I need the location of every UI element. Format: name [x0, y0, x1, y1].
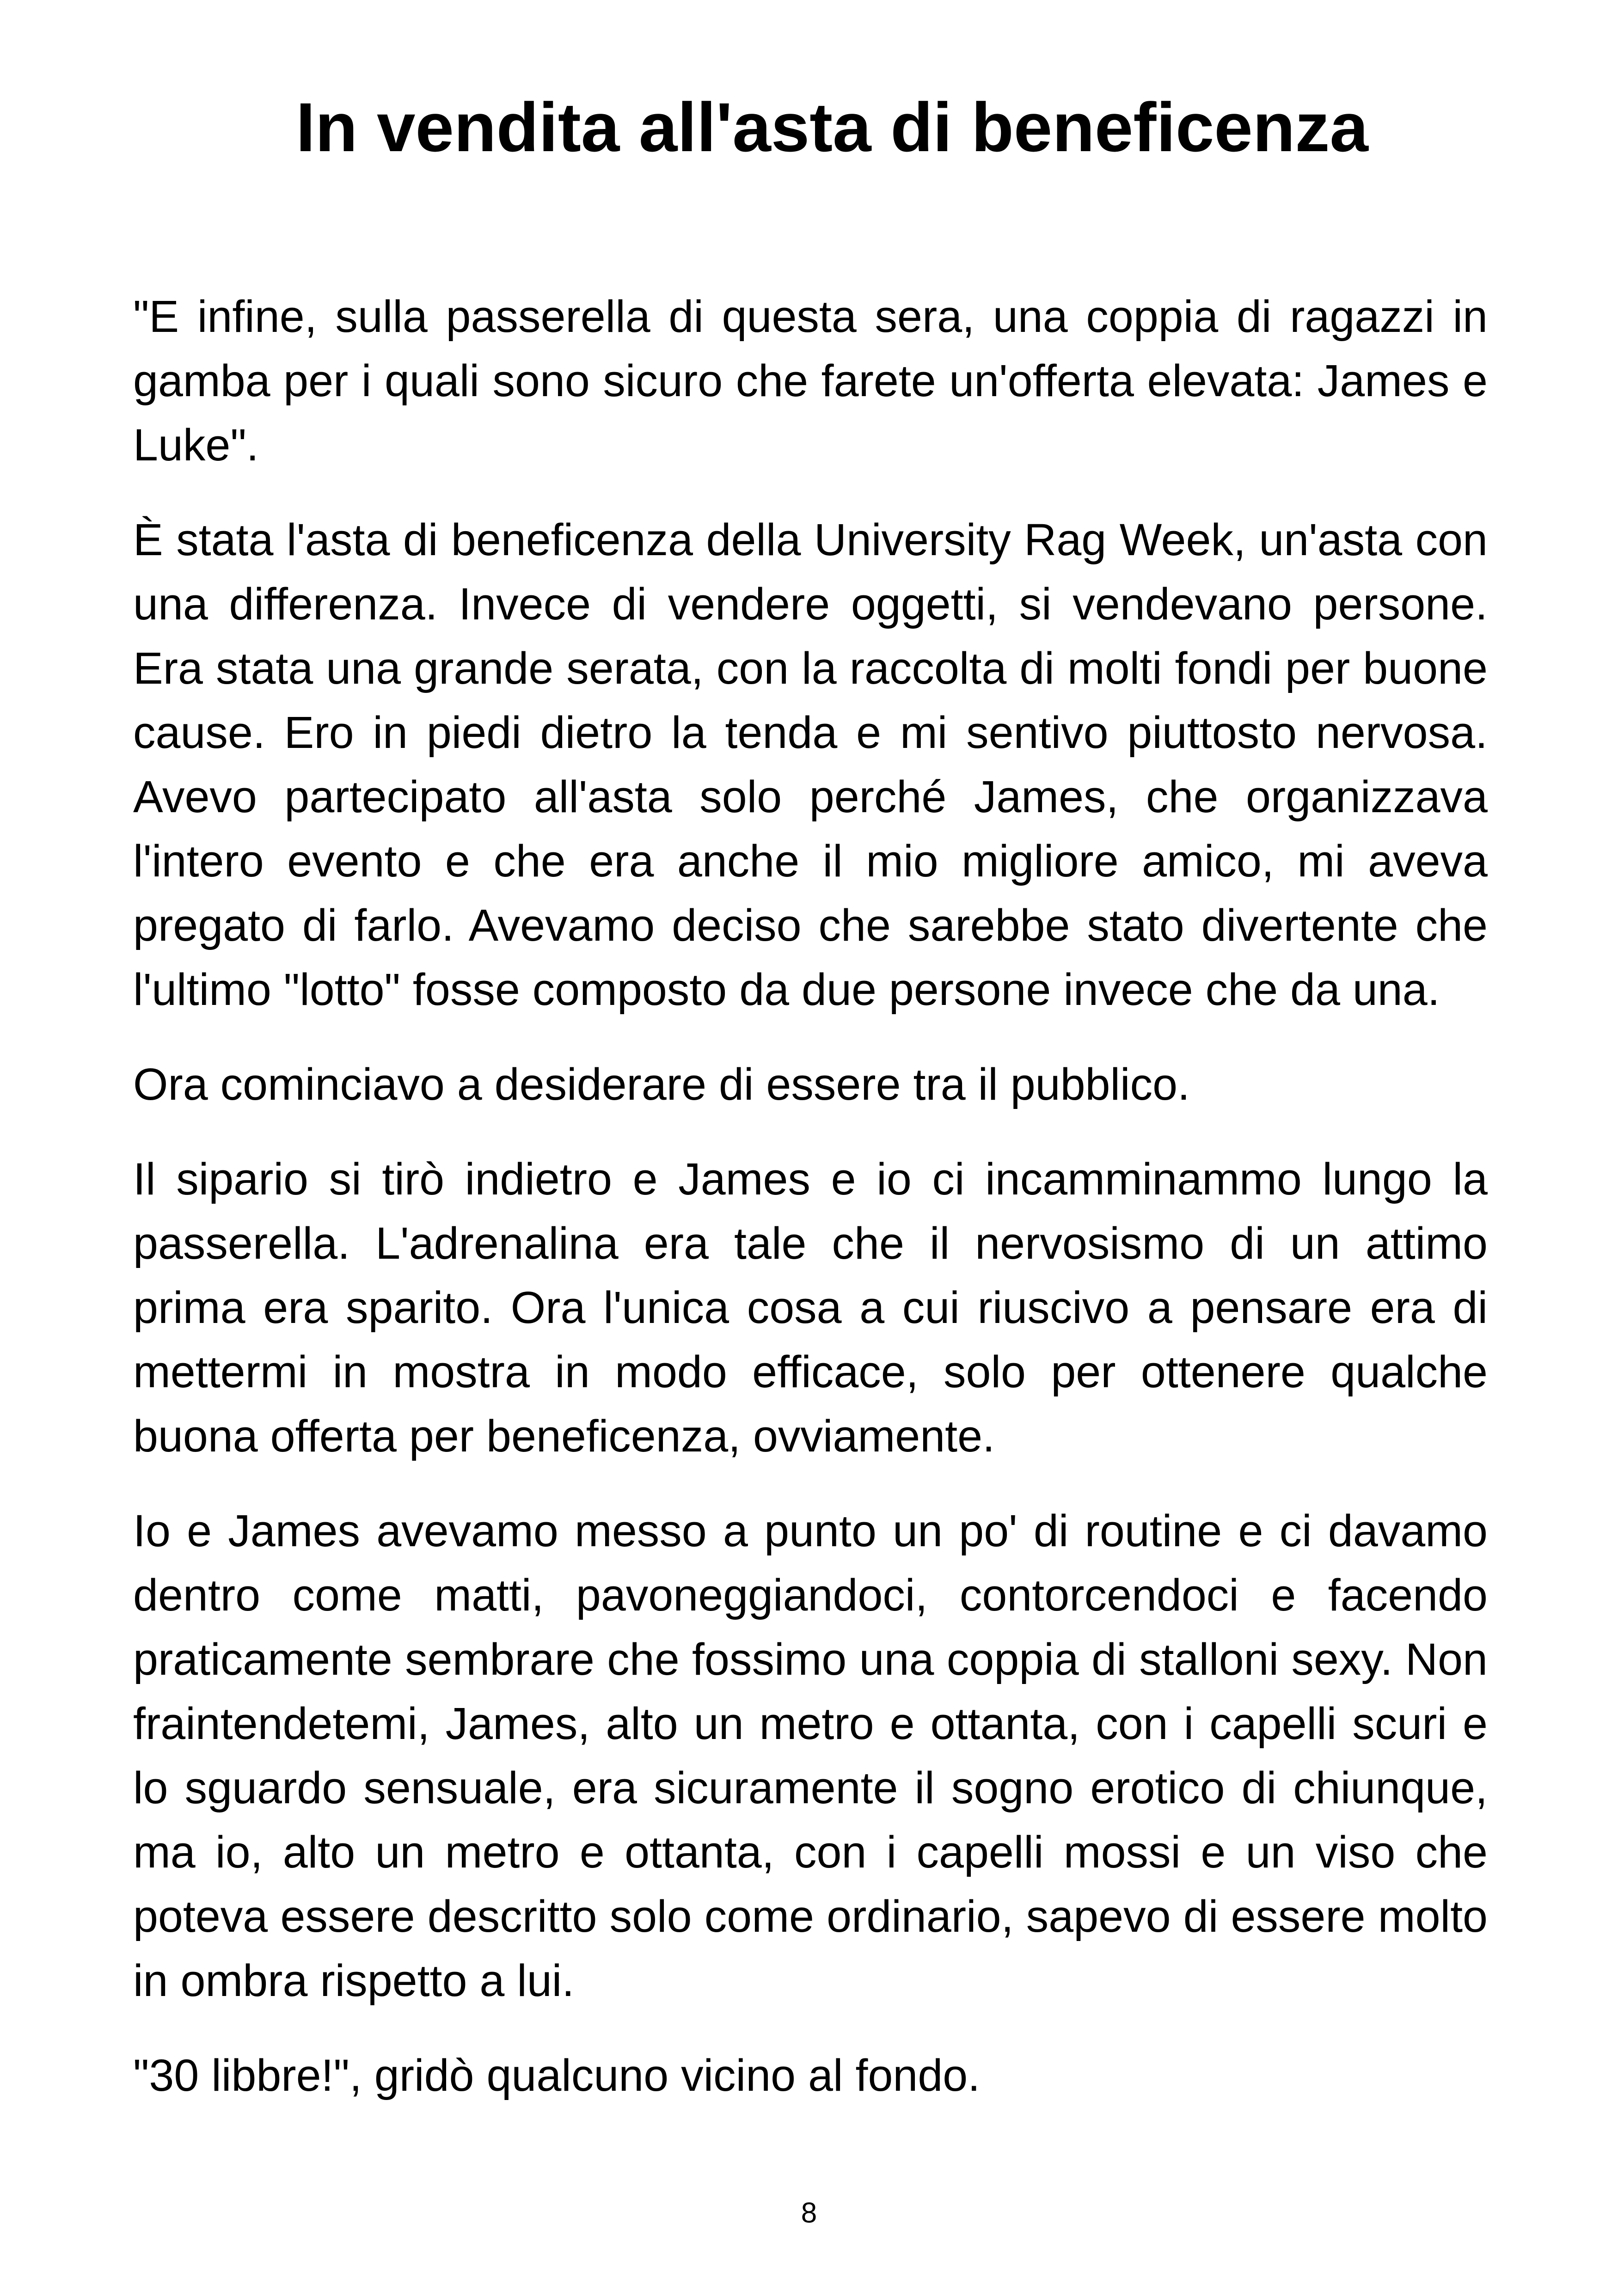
page-number: 8 [801, 2197, 817, 2229]
body-text [133, 284, 1488, 2138]
paragraph-2: È stata l'asta di beneficenza della University Rag Week, un'asta con una differenza. Invece di vendere oggetti, si vendevano persone. Era stata una grande serata, con la raccolta di molti fondi per buone cause. Ero in piedi dietro la tenda e mi sentivo piuttosto nervosa. Avevo partecipato all'asta solo perché James, che organizzava l'intero evento e che era anche il mio migliore amico, mi aveva pregato di farlo. Avevamo deciso che sarebbe stato divertente che l'ultimo "lotto" fosse composto da due persone invece che da una. [133, 514, 1488, 1015]
paragraph-6: "30 libbre!", gridò qualcuno vicino al fondo. [133, 2050, 981, 2100]
page-title: In vendita all'asta di beneficenza [296, 88, 1368, 166]
paragraph-1: "E infine, sulla passerella di questa sera, una coppia di ragazzi in gamba per i quali sono sicuro che farete un'offerta elevata: James e Luke". [133, 291, 1488, 470]
paragraph-5: Io e James avevamo messo a punto un po' di routine e ci davamo dentro come matti, pavoneggiandoci, contorcendoci e facendo praticamente sembrare che fossimo una coppia di stalloni sexy. Non fraintendetemi, James, alto un metro e ottanta, con i capelli scuri e lo sguardo sensuale, era sicuramente il sogno erotico di chiunque, ma io, alto un metro e ottanta, con i capelli mossi e un viso che poteva essere descritto solo come ordinario, sapevo di essere molto in ombra rispetto a lui. [133, 1506, 1488, 2006]
paragraph-4: Il sipario si tirò indietro e James e io ci incamminammo lungo la passerella. L'adrenalina era tale che il nervosismo di un attimo prima era sparito. Ora l'unica cosa a cui riuscivo a pensare era di mettermi in mostra in modo efficace, solo per ottenere qualche buona offerta per beneficenza, ovviamente. [133, 1154, 1488, 1461]
paragraph-3: Ora cominciavo a desiderare di essere tra il pubblico. [133, 1059, 1190, 1109]
